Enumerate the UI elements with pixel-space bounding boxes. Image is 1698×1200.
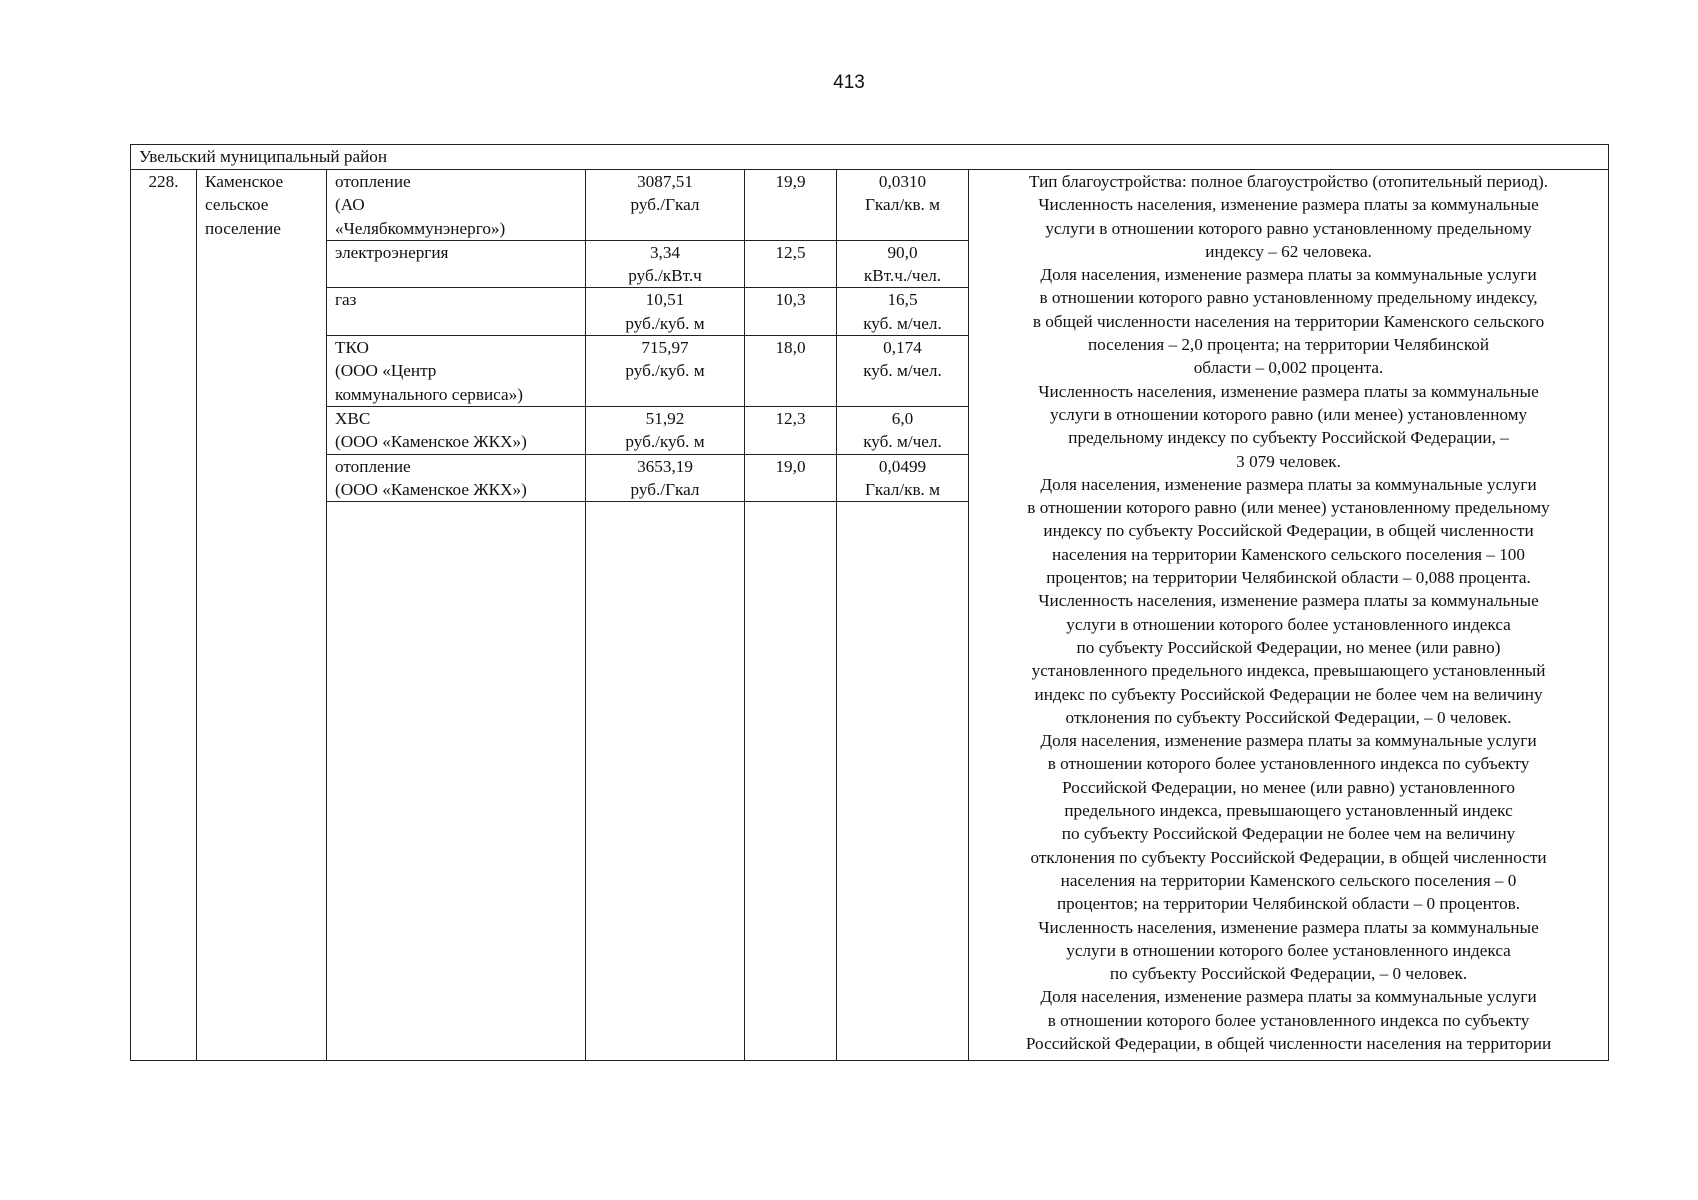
note-line: процентов; на территории Челябинской области – 0 процентов.	[1056, 894, 1521, 914]
index-cell: 10,3	[745, 288, 837, 336]
empty-cell	[837, 502, 969, 1061]
service-name-line: «Челябкоммунэнерго»)	[335, 218, 506, 238]
tariff-value: 3,34	[649, 242, 681, 262]
service-name-line: отопление	[335, 456, 411, 476]
note-line: Доля населения, изменение размера платы за коммунальные услуги	[1040, 265, 1537, 285]
note-line: услуги в отношении которого равно установленному предельному	[1045, 218, 1532, 238]
note-line: Численность населения, изменение размера платы за коммунальные	[1038, 591, 1539, 611]
note-line: поселения – 2,0 процента; на территории Челябинской	[1087, 335, 1490, 355]
note-line: в отношении которого равно установленному предельному индексу,	[1039, 288, 1538, 308]
tariff-value: 10,51	[645, 290, 685, 310]
note-line: отклонения по субъекту Российской Федерации, в общей численности	[1030, 847, 1547, 867]
service-name	[327, 240, 586, 288]
service-name	[327, 336, 586, 407]
note-line: установленного предельного индекса, превышающего установленный	[1031, 661, 1546, 681]
note-line: услуги в отношении которого равно (или менее) установленному	[1049, 404, 1528, 424]
service-name-line: газ	[335, 290, 357, 310]
norm-cell	[837, 170, 969, 241]
tariff-unit: руб./Гкал	[630, 479, 700, 499]
note-line: Доля населения, изменение размера платы за коммунальные услуги	[1040, 474, 1537, 494]
service-name-line: отопление	[335, 172, 411, 191]
settlement-line: поселение	[205, 218, 281, 238]
note-line: населения на территории Каменского сельского поселения – 100	[1052, 544, 1525, 564]
norm-value: 0,174	[883, 338, 922, 358]
norm-cell	[837, 288, 969, 336]
norm-value: 0,0310	[878, 172, 927, 191]
note-line: Российской Федерации, но менее (или равно) установленного	[1062, 777, 1515, 797]
tariff-value: 51,92	[645, 408, 685, 428]
settlement-cell	[197, 170, 327, 1061]
tariff-unit: руб./куб. м	[625, 361, 705, 381]
norm-cell	[837, 454, 969, 502]
norm-unit: куб. м/чел.	[863, 361, 942, 381]
tariff-unit: руб./куб. м	[625, 313, 705, 333]
note-line: Численность населения, изменение размера платы за коммунальные	[1038, 195, 1539, 215]
note-cell	[969, 170, 1609, 1061]
note-line: по субъекту Российской Федерации, но менее (или равно)	[1076, 637, 1501, 657]
norm-cell	[837, 336, 969, 407]
tariff-unit: руб./кВт.ч	[628, 266, 702, 286]
empty-cell	[586, 502, 745, 1061]
norm-value: 90,0	[887, 242, 918, 262]
empty-cell	[327, 502, 586, 1061]
index-cell: 19,9	[745, 170, 837, 241]
service-name-line: ТКО	[335, 338, 369, 358]
table-row	[131, 170, 1609, 241]
note-line: в общей численности населения на территории Каменского сельского	[1032, 311, 1545, 331]
region-row	[131, 145, 1609, 170]
service-name	[327, 406, 586, 454]
tariff-cell	[586, 288, 745, 336]
note-line: по субъекту Российской Федерации, – 0 человек.	[1109, 964, 1468, 984]
norm-unit: кВт.ч./чел.	[863, 266, 942, 286]
service-name-line: (ООО «Центр	[335, 361, 437, 381]
service-name	[327, 288, 586, 336]
norm-cell	[837, 406, 969, 454]
settlement-line: Каменское	[205, 172, 284, 191]
note-line: в отношении которого более установленного индекса по субъекту	[1047, 1010, 1530, 1030]
norm-unit: куб. м/чел.	[863, 313, 942, 333]
note-line: в отношении которого более установленного индекса по субъекту	[1047, 754, 1530, 774]
norm-value: 16,5	[887, 290, 918, 310]
tariff-table	[130, 144, 1609, 1061]
norm-unit: куб. м/чел.	[863, 432, 942, 452]
settlement-line: сельское	[205, 195, 269, 215]
norm-value: 6,0	[891, 408, 914, 428]
page-number: 413	[833, 72, 865, 93]
tariff-value: 715,97	[641, 338, 689, 358]
empty-cell	[745, 502, 837, 1061]
service-name-line: коммунального сервиса»)	[335, 384, 523, 404]
tariff-unit: руб./Гкал	[630, 195, 700, 215]
note-line: населения на территории Каменского сельского поселения – 0	[1060, 870, 1517, 890]
tariff-cell	[586, 170, 745, 241]
row-number: 228.	[131, 170, 197, 1061]
norm-value: 0,0499	[878, 456, 927, 476]
norm-unit: Гкал/кв. м	[864, 195, 941, 215]
note-line: услуги в отношении которого более установленного индекса	[1066, 940, 1511, 960]
service-name	[327, 170, 586, 241]
service-name-line: (АО	[335, 195, 365, 215]
tariff-cell	[586, 454, 745, 502]
note-line: Численность населения, изменение размера платы за коммунальные	[1038, 381, 1539, 401]
tariff-cell	[586, 240, 745, 288]
note-line: Доля населения, изменение размера платы за коммунальные услуги	[1040, 987, 1537, 1007]
note-line: по субъекту Российской Федерации не более чем на величину	[1061, 824, 1516, 844]
note-line: индексу – 62 человека.	[1205, 241, 1372, 261]
note-line: услуги в отношении которого более установленного индекса	[1066, 614, 1511, 634]
norm-unit: Гкал/кв. м	[864, 479, 941, 499]
tariff-value: 3087,51	[637, 172, 693, 191]
tariff-value: 3653,19	[637, 456, 693, 476]
index-cell: 12,5	[745, 240, 837, 288]
note-line: Численность населения, изменение размера платы за коммунальные	[1038, 917, 1539, 937]
note-text	[977, 170, 1600, 1055]
note-line: процентов; на территории Челябинской области – 0,088 процента.	[1046, 568, 1531, 588]
note-line: Российской Федерации, в общей численности населения на территории	[1025, 1033, 1552, 1053]
tariff-unit: руб./куб. м	[625, 432, 705, 452]
service-name-line: (ООО «Каменское ЖКХ»)	[335, 479, 527, 499]
norm-cell	[837, 240, 969, 288]
index-cell: 19,0	[745, 454, 837, 502]
region-title: Увельский муниципальный район	[131, 145, 1609, 170]
service-name	[327, 454, 586, 502]
note-line: индекс по субъекту Российской Федерации не более чем на величину	[1034, 684, 1543, 704]
note-line: 3 079 человек.	[1236, 451, 1341, 471]
index-cell: 12,3	[745, 406, 837, 454]
service-name-line: ХВС	[335, 408, 371, 428]
note-line: в отношении которого равно (или менее) установленному предельному	[1027, 498, 1550, 518]
tariff-cell	[586, 336, 745, 407]
service-name-line: электроэнергия	[335, 242, 449, 262]
tariff-cell	[586, 406, 745, 454]
index-cell: 18,0	[745, 336, 837, 407]
note-line: отклонения по субъекту Российской Федерации, – 0 человек.	[1065, 707, 1512, 727]
note-line: Тип благоустройства: полное благоустройство (отопительный период).	[1029, 172, 1549, 191]
note-line: предельного индекса, превышающего установленный индекс	[1064, 801, 1513, 821]
note-line: области – 0,002 процента.	[1193, 358, 1384, 378]
note-line: предельному индексу по субъекту Российской Федерации, –	[1068, 428, 1509, 448]
note-line: индексу по субъекту Российской Федерации, в общей численности	[1043, 521, 1534, 541]
service-name-line: (ООО «Каменское ЖКХ»)	[335, 432, 527, 452]
note-line: Доля населения, изменение размера платы за коммунальные услуги	[1040, 731, 1537, 751]
